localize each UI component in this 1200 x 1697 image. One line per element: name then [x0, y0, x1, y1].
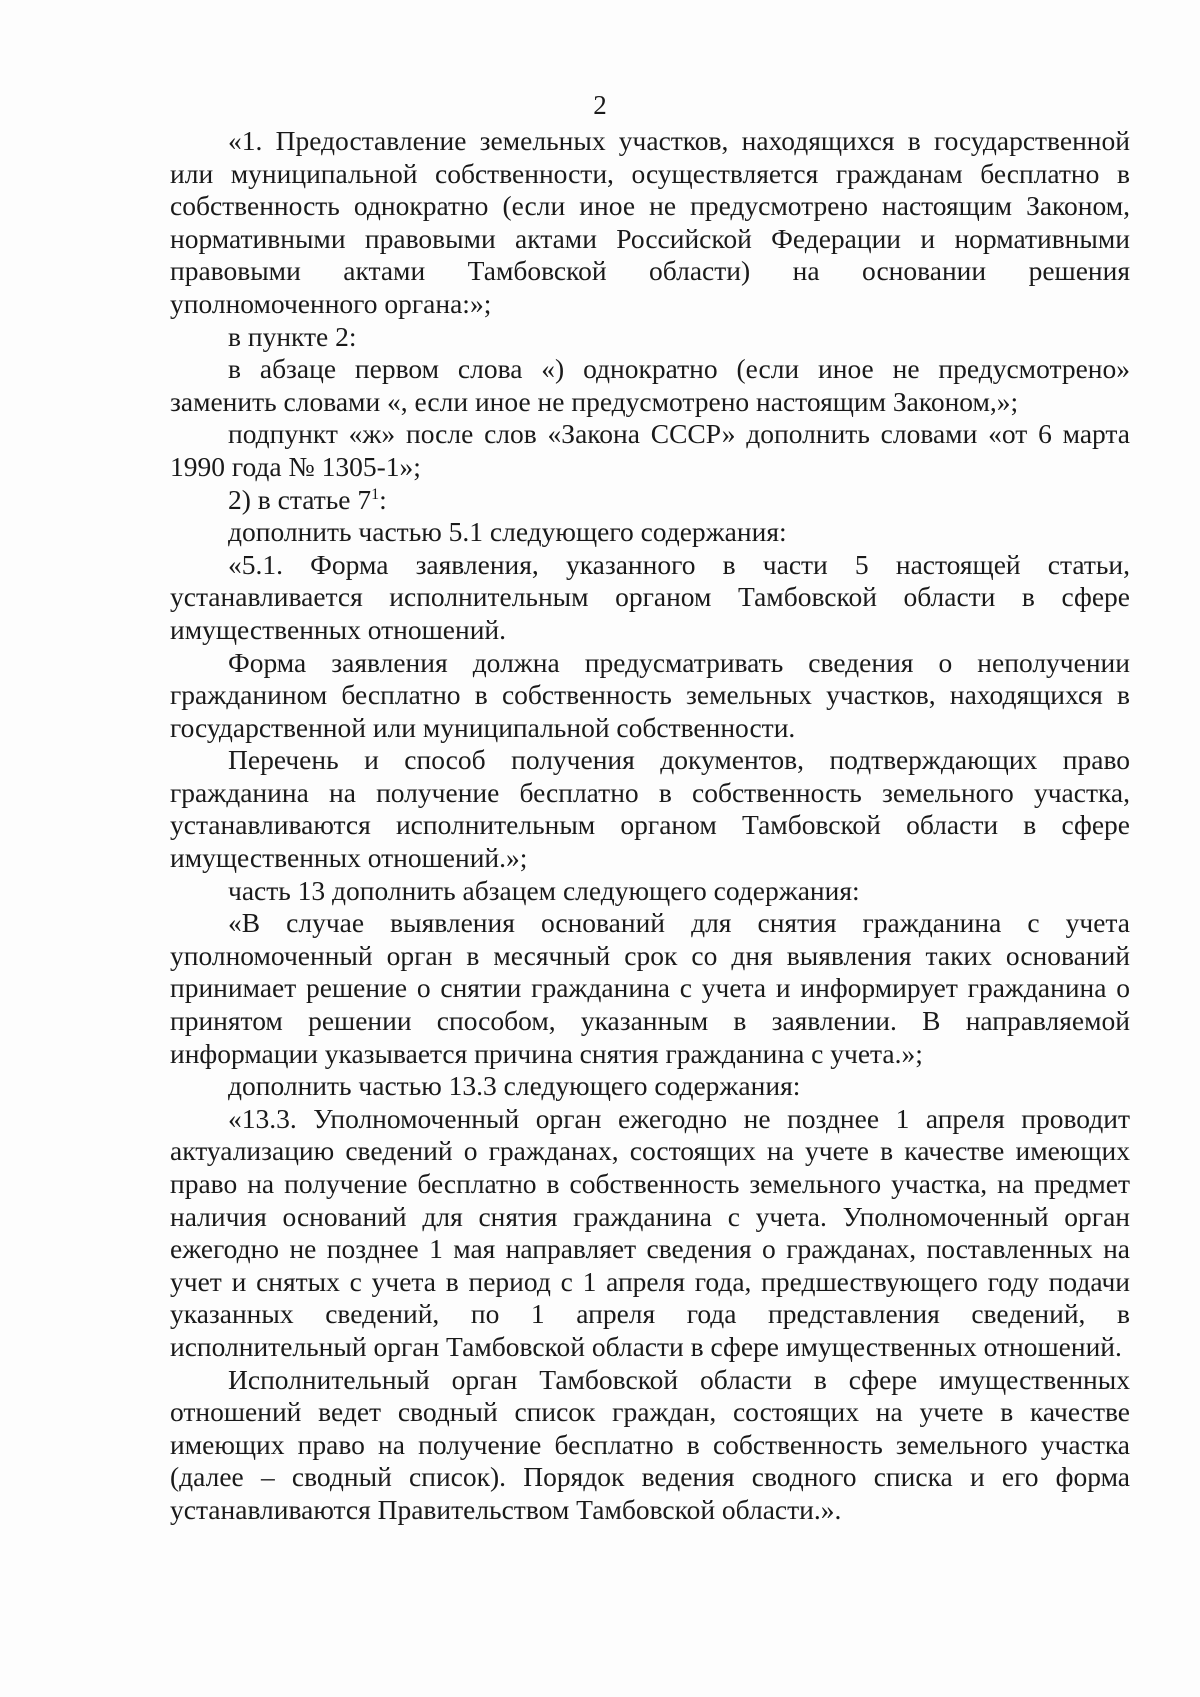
paragraph-10: часть 13 дополнить абзацем следующего содержания:: [228, 874, 860, 906]
document-body: [170, 125, 1130, 1527]
paragraph-1: «1. Предоставление земельных участков, находящихся в государственной или муниципальной собственности, осуществляется гражданам бесплатно в собственность однократно (если иное не предусмотрено настоящим Законом, нормативными правовыми актами Российской Федерации и нормативными правовыми актами Тамбовской области) на основании решения уполномоченного органа:»;: [170, 125, 1130, 319]
paragraph-5: [170, 484, 1130, 517]
article-superscript: 1: [371, 485, 380, 503]
paragraph-8: Форма заявления должна предусматривать сведения о неполучении гражданином бесплатно в собственность земельных участков, находящихся в государственной или муниципальной собственности.: [170, 646, 1130, 743]
paragraph-3: в абзаце первом слова «) однократно (если иное не предусмотрено» заменить словами «, если иное не предусмотрено настоящим Законом,»;: [170, 353, 1130, 417]
paragraph-9: Перечень и способ получения документов, подтверждающих право гражданина на получение бесплатно в собственность земельного участка, устанавливаются исполнительным органом Тамбовской области в сфере имущественных отношений.»;: [170, 744, 1130, 874]
paragraph-13: «13.3. Уполномоченный орган ежегодно не позднее 1 апреля проводит актуализацию сведений о гражданах, состоящих на учете в качестве имеющих право на получение бесплатно в собственность земельного участка, на предмет наличия оснований для снятия гражданина с учета. Уполномоченный орган ежегодно не позднее 1 мая направляет сведения о гражданах, поставленных на учет и снятых с учета в период с 1 апреля года, предшествующего году подачи указанных сведений, по 1 апреля года представления сведений, в исполнительный орган Тамбовской области в сфере имущественных отношений.: [170, 1102, 1130, 1362]
paragraph-11: «В случае выявления оснований для снятия гражданина с учета уполномоченный орган в месячный срок со дня выявления таких оснований принимает решение о снятии гражданина с учета и информирует гражданина о принятом решении способом, указанным в заявлении. В направляемой информации указывается причина снятия гражданина с учета.»;: [170, 907, 1130, 1069]
paragraph-2: в пункте 2:: [228, 320, 357, 352]
paragraph-5-text: 2) в статье 7: [228, 483, 372, 515]
paragraph-4: подпункт «ж» после слов «Закона СССР» дополнить словами «от 6 марта 1990 года № 1305-1»;: [170, 418, 1130, 482]
paragraph-7: «5.1. Форма заявления, указанного в части 5 настоящей статьи, устанавливается исполнительным органом Тамбовской области в сфере имущественных отношений.: [170, 548, 1130, 645]
page-number: 2: [593, 90, 607, 120]
paragraph-6: дополнить частью 5.1 следующего содержания:: [228, 516, 787, 548]
paragraph-5-colon: :: [379, 483, 387, 515]
paragraph-12: дополнить частью 13.3 следующего содержания:: [228, 1070, 801, 1102]
paragraph-14: Исполнительный орган Тамбовской области в сфере имущественных отношений ведет сводный список граждан, состоящих на учете в качестве имеющих право на получение бесплатно в собственность земельного участка (далее – сводный список). Порядок ведения сводного списка и его форма устанавливаются Правительством Тамбовской области.».: [170, 1363, 1130, 1525]
